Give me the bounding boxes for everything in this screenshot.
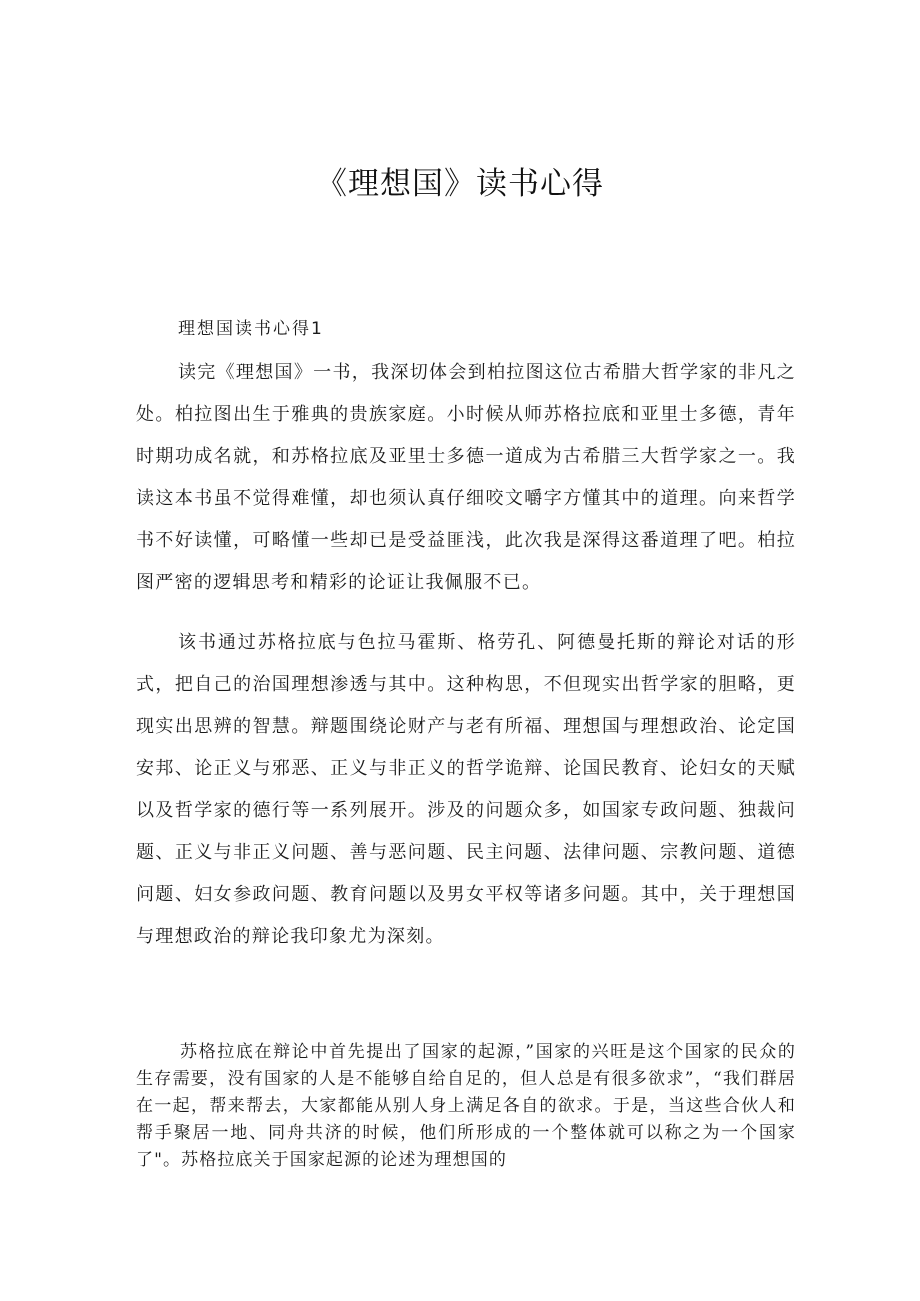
paragraph-2-block [136, 622, 796, 958]
paragraph-2: 该书通过苏格拉底与色拉马霍斯、格劳孔、阿德曼托斯的辩论对话的形式，把自己的治国理想渗透与其中。这种构思，不但现实出哲学家的胆略，更现实出思辨的智慧。辩题围绕论财产与老有所福、理想国与理想政治、论定国安邦、论正义与邪恶、正义与非正义的哲学诡辩、论国民教育、论妇女的天赋以及哲学家的德行等一系列展开。涉及的问题众多，如国家专政问题、独裁问题、正义与非正义问题、善与恶问题、民主问题、法律问题、宗教问题、道德问题、妇女参政问题、教育问题以及男女平权等诸多问题。其中，关于理想国与理想政治的辩论我印象尤为深刻。 [136, 632, 796, 947]
section-heading: 理想国读书心得1 [178, 319, 324, 339]
paragraph-3: 苏格拉底在辩论中首先提出了国家的起源，”国家的兴旺是这个国家的民众的生存需要，没有国家的人是不能够自给自足的，但人总是有很多欲求”，“我们群居在一起，帮来帮去，大家都能从别人身上满足各自的欲求。于是，当这些合伙人和帮手聚居一地、同舟共济的时候，他们所形成的一个整体就可以称之为一个国家了"。苏格拉底关于国家起源的论述为理想国的 [136, 1042, 796, 1170]
document-title: 《理想国》读书心得 [316, 166, 604, 202]
paragraph-1-block [136, 352, 796, 604]
paragraph-1: 读完《理想国》一书，我深切体会到柏拉图这位古希腊大哲学家的非凡之处。柏拉图出生于雅典的贵族家庭。小时候从师苏格拉底和亚里士多德，青年时期功成名就，和苏格拉底及亚里士多德一道成为古希腊三大哲学家之一。我读这本书虽不觉得难懂，却也须认真仔细咬文嚼字方懂其中的道理。向来哲学书不好读懂，可略懂一些却已是受益匪浅，此次我是深得这番道理了吧。柏拉图严密的逻辑思考和精彩的论证让我佩服不已。 [136, 362, 796, 593]
paragraph-3-block [136, 1039, 796, 1174]
